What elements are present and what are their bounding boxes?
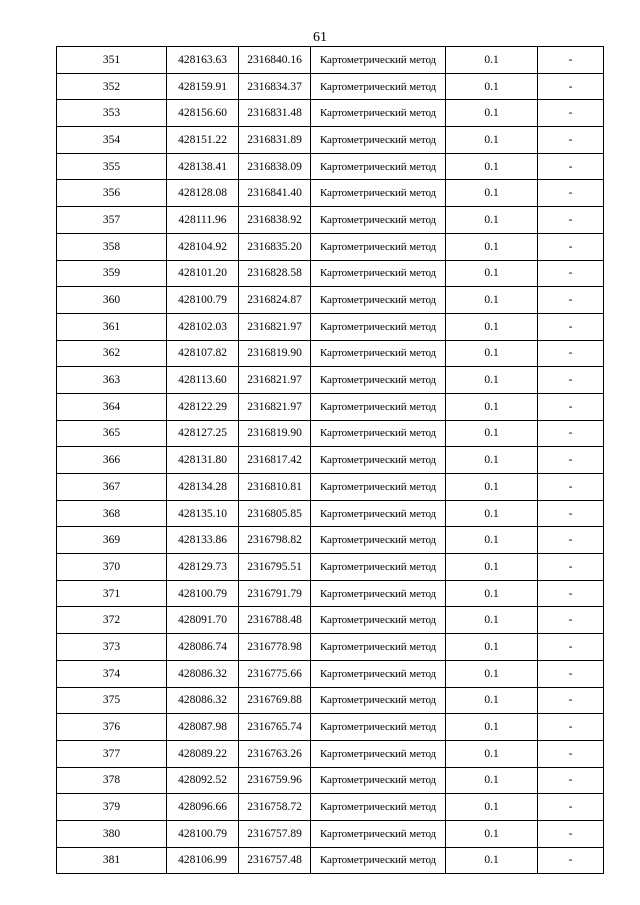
method-cell: Картометрический метод (311, 420, 446, 447)
y-coordinate-cell: 2316819.90 (239, 420, 311, 447)
y-coordinate-cell: 2316757.48 (239, 847, 311, 874)
point-number-cell: 367 (57, 474, 167, 501)
method-cell: Картометрический метод (311, 153, 446, 180)
point-number-cell: 362 (57, 340, 167, 367)
accuracy-cell: 0.1 (446, 634, 538, 661)
table-row (57, 73, 604, 100)
accuracy-cell: 0.1 (446, 527, 538, 554)
point-number-cell: 364 (57, 393, 167, 420)
table-row (57, 100, 604, 127)
point-number-cell: 360 (57, 287, 167, 314)
x-coordinate-cell: 428131.80 (167, 447, 239, 474)
description-cell: - (538, 420, 604, 447)
y-coordinate-cell: 2316819.90 (239, 340, 311, 367)
y-coordinate-cell: 2316795.51 (239, 554, 311, 581)
x-coordinate-cell: 428128.08 (167, 180, 239, 207)
accuracy-cell: 0.1 (446, 767, 538, 794)
y-coordinate-cell: 2316838.92 (239, 207, 311, 234)
accuracy-cell: 0.1 (446, 794, 538, 821)
method-cell: Картометрический метод (311, 100, 446, 127)
table-row (57, 340, 604, 367)
description-cell: - (538, 847, 604, 874)
accuracy-cell: 0.1 (446, 393, 538, 420)
x-coordinate-cell: 428127.25 (167, 420, 239, 447)
method-cell: Картометрический метод (311, 127, 446, 154)
point-number-cell: 352 (57, 73, 167, 100)
y-coordinate-cell: 2316759.96 (239, 767, 311, 794)
table-row (57, 367, 604, 394)
x-coordinate-cell: 428134.28 (167, 474, 239, 501)
x-coordinate-cell: 428086.32 (167, 660, 239, 687)
description-cell: - (538, 47, 604, 74)
table-row (57, 687, 604, 714)
method-cell: Картометрический метод (311, 233, 446, 260)
description-cell: - (538, 580, 604, 607)
description-cell: - (538, 127, 604, 154)
accuracy-cell: 0.1 (446, 180, 538, 207)
table-row (57, 47, 604, 74)
accuracy-cell: 0.1 (446, 207, 538, 234)
table-row (57, 233, 604, 260)
table-row (57, 180, 604, 207)
point-number-cell: 351 (57, 47, 167, 74)
x-coordinate-cell: 428100.79 (167, 820, 239, 847)
description-cell: - (538, 474, 604, 501)
method-cell: Картометрический метод (311, 767, 446, 794)
point-number-cell: 356 (57, 180, 167, 207)
table-row (57, 207, 604, 234)
description-cell: - (538, 340, 604, 367)
table-row (57, 607, 604, 634)
description-cell: - (538, 607, 604, 634)
table-row (57, 153, 604, 180)
x-coordinate-cell: 428106.99 (167, 847, 239, 874)
x-coordinate-cell: 428092.52 (167, 767, 239, 794)
method-cell: Картометрический метод (311, 847, 446, 874)
accuracy-cell: 0.1 (446, 500, 538, 527)
point-number-cell: 361 (57, 313, 167, 340)
description-cell: - (538, 393, 604, 420)
y-coordinate-cell: 2316831.48 (239, 100, 311, 127)
description-cell: - (538, 260, 604, 287)
x-coordinate-cell: 428086.74 (167, 634, 239, 661)
x-coordinate-cell: 428107.82 (167, 340, 239, 367)
point-number-cell: 355 (57, 153, 167, 180)
method-cell: Картометрический метод (311, 287, 446, 314)
accuracy-cell: 0.1 (446, 127, 538, 154)
x-coordinate-cell: 428135.10 (167, 500, 239, 527)
x-coordinate-cell: 428089.22 (167, 740, 239, 767)
method-cell: Картометрический метод (311, 554, 446, 581)
table-row (57, 794, 604, 821)
method-cell: Картометрический метод (311, 820, 446, 847)
point-number-cell: 378 (57, 767, 167, 794)
description-cell: - (538, 820, 604, 847)
x-coordinate-cell: 428156.60 (167, 100, 239, 127)
point-number-cell: 375 (57, 687, 167, 714)
table-row (57, 393, 604, 420)
description-cell: - (538, 313, 604, 340)
accuracy-cell: 0.1 (446, 554, 538, 581)
method-cell: Картометрический метод (311, 527, 446, 554)
y-coordinate-cell: 2316835.20 (239, 233, 311, 260)
x-coordinate-cell: 428138.41 (167, 153, 239, 180)
point-number-cell: 368 (57, 500, 167, 527)
y-coordinate-cell: 2316788.48 (239, 607, 311, 634)
x-coordinate-cell: 428100.79 (167, 287, 239, 314)
page-number: 61 (313, 30, 327, 45)
table-row (57, 420, 604, 447)
description-cell: - (538, 687, 604, 714)
description-cell: - (538, 740, 604, 767)
point-number-cell: 353 (57, 100, 167, 127)
coordinates-table-body (57, 47, 604, 874)
point-number-cell: 354 (57, 127, 167, 154)
table-row (57, 660, 604, 687)
y-coordinate-cell: 2316758.72 (239, 794, 311, 821)
table-row (57, 287, 604, 314)
table-row (57, 127, 604, 154)
x-coordinate-cell: 428111.96 (167, 207, 239, 234)
x-coordinate-cell: 428087.98 (167, 714, 239, 741)
accuracy-cell: 0.1 (446, 73, 538, 100)
y-coordinate-cell: 2316821.97 (239, 313, 311, 340)
table-row (57, 767, 604, 794)
point-number-cell: 377 (57, 740, 167, 767)
description-cell: - (538, 287, 604, 314)
point-number-cell: 373 (57, 634, 167, 661)
method-cell: Картометрический метод (311, 500, 446, 527)
y-coordinate-cell: 2316828.58 (239, 260, 311, 287)
point-number-cell: 371 (57, 580, 167, 607)
method-cell: Картометрический метод (311, 367, 446, 394)
table-row (57, 313, 604, 340)
accuracy-cell: 0.1 (446, 580, 538, 607)
x-coordinate-cell: 428091.70 (167, 607, 239, 634)
accuracy-cell: 0.1 (446, 687, 538, 714)
point-number-cell: 376 (57, 714, 167, 741)
point-number-cell: 357 (57, 207, 167, 234)
method-cell: Картометрический метод (311, 660, 446, 687)
accuracy-cell: 0.1 (446, 660, 538, 687)
y-coordinate-cell: 2316798.82 (239, 527, 311, 554)
point-number-cell: 359 (57, 260, 167, 287)
description-cell: - (538, 500, 604, 527)
method-cell: Картометрический метод (311, 260, 446, 287)
y-coordinate-cell: 2316757.89 (239, 820, 311, 847)
method-cell: Картометрический метод (311, 73, 446, 100)
accuracy-cell: 0.1 (446, 47, 538, 74)
description-cell: - (538, 367, 604, 394)
x-coordinate-cell: 428101.20 (167, 260, 239, 287)
description-cell: - (538, 767, 604, 794)
method-cell: Картометрический метод (311, 47, 446, 74)
description-cell: - (538, 233, 604, 260)
point-number-cell: 374 (57, 660, 167, 687)
point-number-cell: 365 (57, 420, 167, 447)
point-number-cell: 369 (57, 527, 167, 554)
description-cell: - (538, 794, 604, 821)
coordinates-table (56, 46, 604, 874)
y-coordinate-cell: 2316805.85 (239, 500, 311, 527)
table-row (57, 740, 604, 767)
accuracy-cell: 0.1 (446, 847, 538, 874)
description-cell: - (538, 73, 604, 100)
x-coordinate-cell: 428104.92 (167, 233, 239, 260)
point-number-cell: 380 (57, 820, 167, 847)
x-coordinate-cell: 428113.60 (167, 367, 239, 394)
description-cell: - (538, 153, 604, 180)
method-cell: Картометрический метод (311, 313, 446, 340)
method-cell: Картометрический метод (311, 714, 446, 741)
description-cell: - (538, 634, 604, 661)
x-coordinate-cell: 428096.66 (167, 794, 239, 821)
y-coordinate-cell: 2316763.26 (239, 740, 311, 767)
description-cell: - (538, 180, 604, 207)
table-row (57, 260, 604, 287)
accuracy-cell: 0.1 (446, 714, 538, 741)
point-number-cell: 358 (57, 233, 167, 260)
y-coordinate-cell: 2316817.42 (239, 447, 311, 474)
x-coordinate-cell: 428133.86 (167, 527, 239, 554)
y-coordinate-cell: 2316838.09 (239, 153, 311, 180)
x-coordinate-cell: 428163.63 (167, 47, 239, 74)
table-row (57, 500, 604, 527)
x-coordinate-cell: 428129.73 (167, 554, 239, 581)
y-coordinate-cell: 2316821.97 (239, 393, 311, 420)
y-coordinate-cell: 2316824.87 (239, 287, 311, 314)
y-coordinate-cell: 2316831.89 (239, 127, 311, 154)
accuracy-cell: 0.1 (446, 340, 538, 367)
point-number-cell: 379 (57, 794, 167, 821)
accuracy-cell: 0.1 (446, 260, 538, 287)
accuracy-cell: 0.1 (446, 367, 538, 394)
method-cell: Картометрический метод (311, 180, 446, 207)
accuracy-cell: 0.1 (446, 287, 538, 314)
y-coordinate-cell: 2316821.97 (239, 367, 311, 394)
description-cell: - (538, 447, 604, 474)
table-row (57, 634, 604, 661)
description-cell: - (538, 207, 604, 234)
x-coordinate-cell: 428151.22 (167, 127, 239, 154)
accuracy-cell: 0.1 (446, 474, 538, 501)
accuracy-cell: 0.1 (446, 740, 538, 767)
method-cell: Картометрический метод (311, 447, 446, 474)
y-coordinate-cell: 2316769.88 (239, 687, 311, 714)
description-cell: - (538, 527, 604, 554)
y-coordinate-cell: 2316810.81 (239, 474, 311, 501)
point-number-cell: 381 (57, 847, 167, 874)
accuracy-cell: 0.1 (446, 607, 538, 634)
table-row (57, 527, 604, 554)
method-cell: Картометрический метод (311, 393, 446, 420)
x-coordinate-cell: 428102.03 (167, 313, 239, 340)
x-coordinate-cell: 428086.32 (167, 687, 239, 714)
table-row (57, 580, 604, 607)
table-row (57, 554, 604, 581)
point-number-cell: 372 (57, 607, 167, 634)
x-coordinate-cell: 428159.91 (167, 73, 239, 100)
method-cell: Картометрический метод (311, 607, 446, 634)
method-cell: Картометрический метод (311, 687, 446, 714)
accuracy-cell: 0.1 (446, 233, 538, 260)
y-coordinate-cell: 2316775.66 (239, 660, 311, 687)
y-coordinate-cell: 2316765.74 (239, 714, 311, 741)
method-cell: Картометрический метод (311, 340, 446, 367)
table-row (57, 447, 604, 474)
y-coordinate-cell: 2316778.98 (239, 634, 311, 661)
x-coordinate-cell: 428122.29 (167, 393, 239, 420)
y-coordinate-cell: 2316841.40 (239, 180, 311, 207)
accuracy-cell: 0.1 (446, 420, 538, 447)
table-row (57, 847, 604, 874)
table-row (57, 474, 604, 501)
point-number-cell: 366 (57, 447, 167, 474)
accuracy-cell: 0.1 (446, 447, 538, 474)
description-cell: - (538, 660, 604, 687)
point-number-cell: 370 (57, 554, 167, 581)
accuracy-cell: 0.1 (446, 100, 538, 127)
accuracy-cell: 0.1 (446, 153, 538, 180)
accuracy-cell: 0.1 (446, 313, 538, 340)
method-cell: Картометрический метод (311, 474, 446, 501)
method-cell: Картометрический метод (311, 740, 446, 767)
table-row (57, 714, 604, 741)
x-coordinate-cell: 428100.79 (167, 580, 239, 607)
description-cell: - (538, 714, 604, 741)
method-cell: Картометрический метод (311, 634, 446, 661)
table-row (57, 820, 604, 847)
y-coordinate-cell: 2316791.79 (239, 580, 311, 607)
accuracy-cell: 0.1 (446, 820, 538, 847)
point-number-cell: 363 (57, 367, 167, 394)
description-cell: - (538, 554, 604, 581)
y-coordinate-cell: 2316840.16 (239, 47, 311, 74)
method-cell: Картометрический метод (311, 207, 446, 234)
method-cell: Картометрический метод (311, 794, 446, 821)
method-cell: Картометрический метод (311, 580, 446, 607)
description-cell: - (538, 100, 604, 127)
y-coordinate-cell: 2316834.37 (239, 73, 311, 100)
